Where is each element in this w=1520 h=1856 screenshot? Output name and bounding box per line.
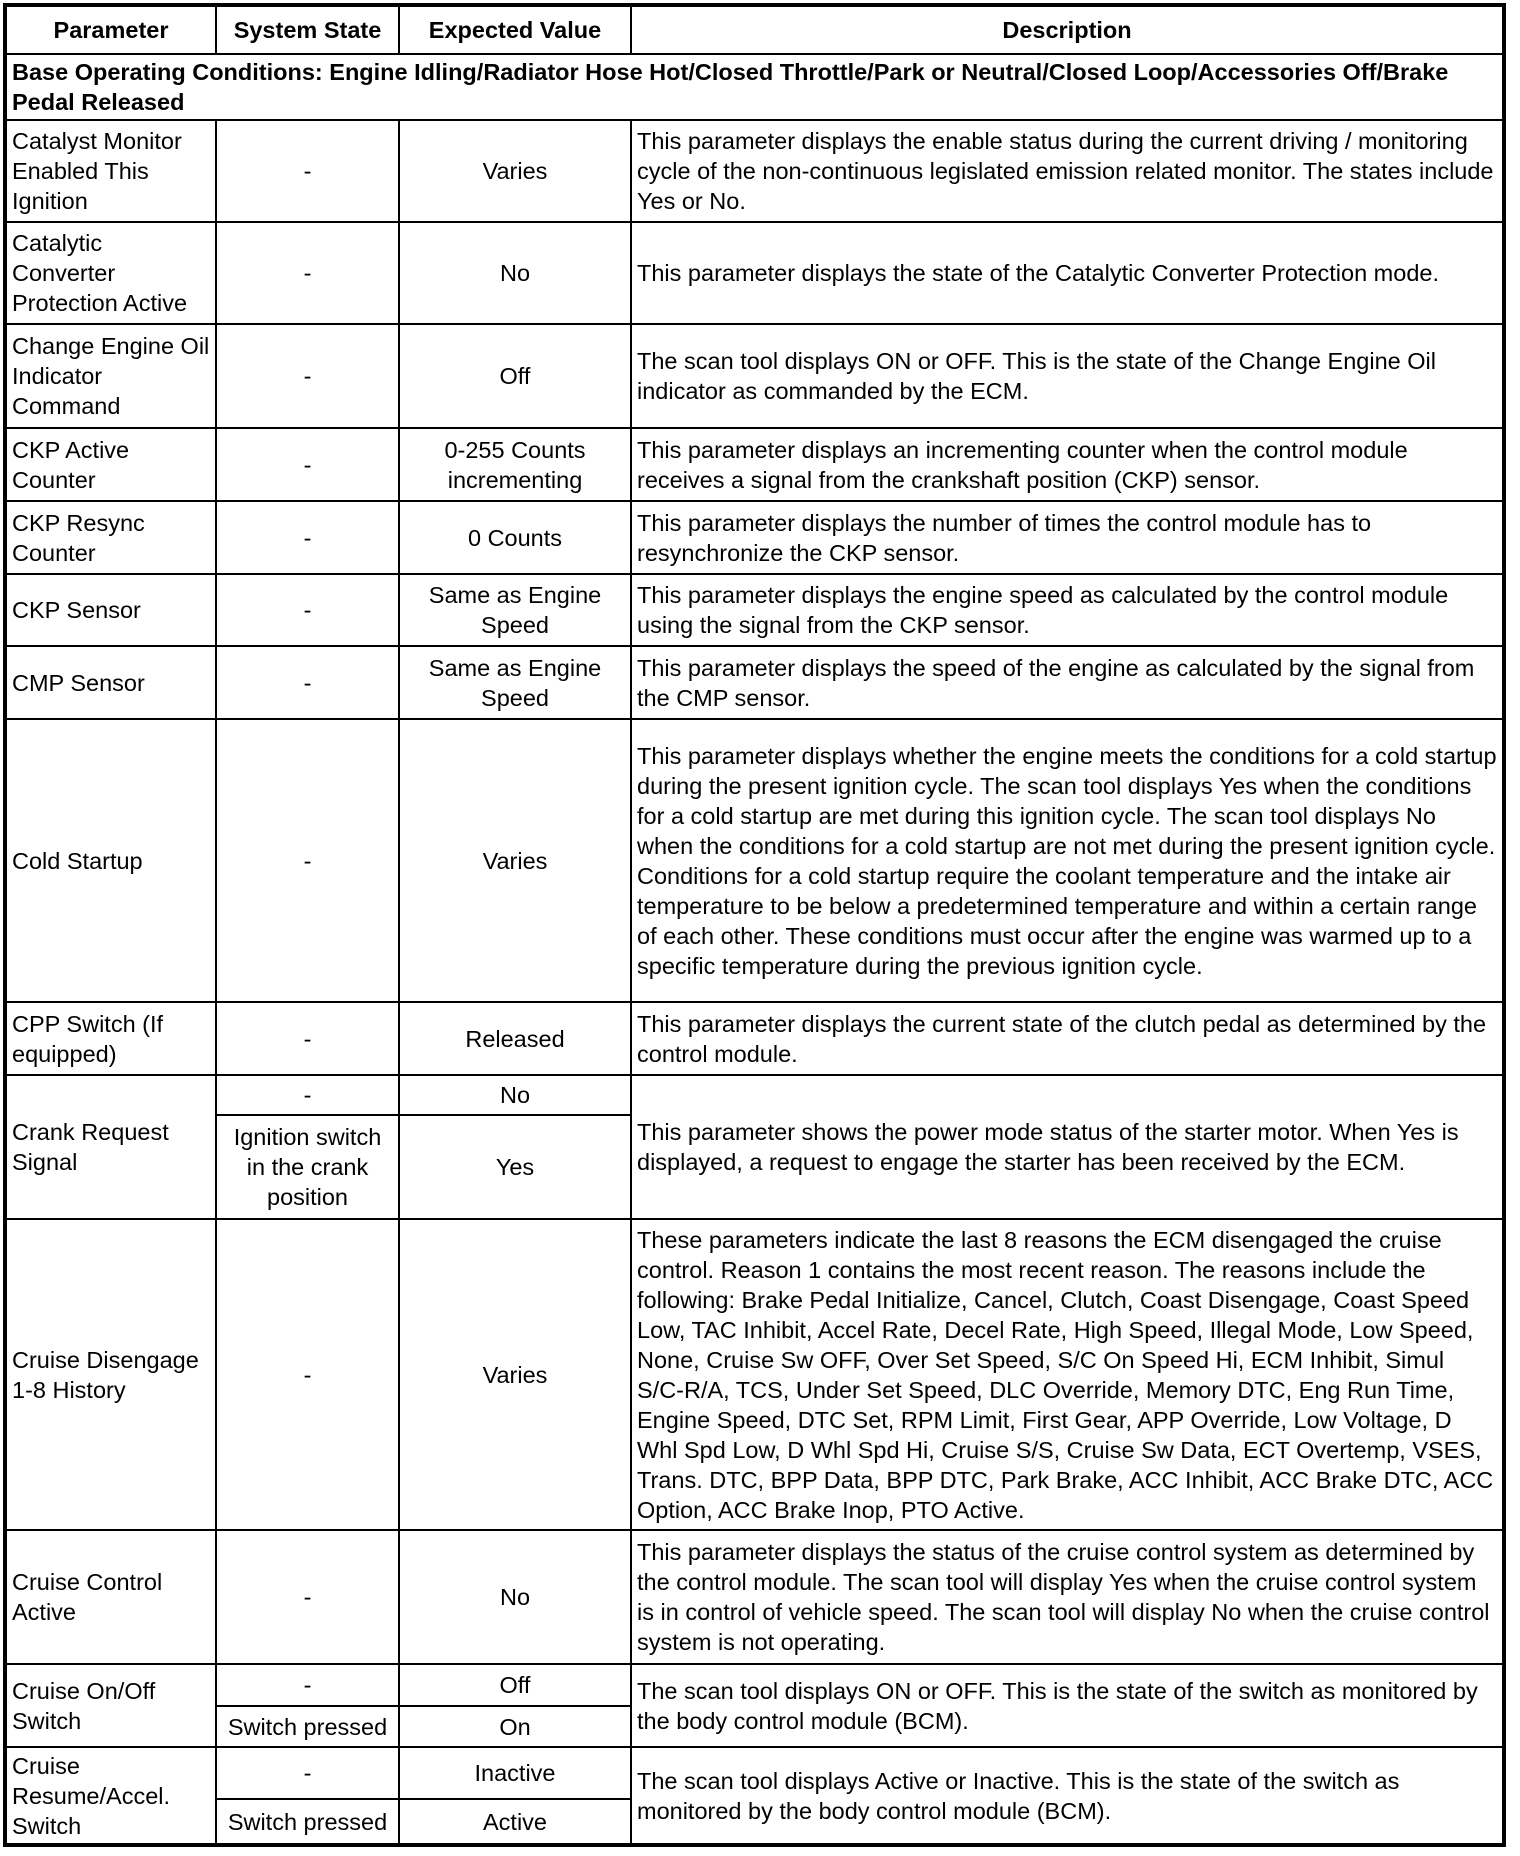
description-cell: This parameter displays the state of the Catalytic Converter Protection mode. xyxy=(631,222,1504,324)
value-cell: Varies xyxy=(399,719,631,1002)
description-cell: This parameter displays the current state of the clutch pedal as determined by the control module. xyxy=(631,1002,1504,1075)
value-cell: 0-255 Counts incrementing xyxy=(399,428,631,501)
parameter-cell: CPP Switch (If equipped) xyxy=(5,1002,216,1075)
header-row xyxy=(5,5,1504,54)
value-cell: No xyxy=(399,1075,631,1115)
state-cell: - xyxy=(216,1664,399,1706)
base-conditions: Base Operating Conditions: Engine Idling/Radiator Hose Hot/Closed Throttle/Park or Neutral/Closed Loop/Accessories Off/Brake Pedal Released xyxy=(5,54,1504,120)
state-cell: - xyxy=(216,222,399,324)
parameter-cell: Change Engine Oil Indicator Command xyxy=(5,324,216,428)
description-cell: This parameter displays the number of times the control module has to resynchronize the CKP sensor. xyxy=(631,501,1504,574)
parameter-cell: Cruise On/Off Switch xyxy=(5,1664,216,1747)
header-system-state: System State xyxy=(216,5,399,54)
state-cell: - xyxy=(216,120,399,222)
value-cell: Off xyxy=(399,324,631,428)
table-row xyxy=(5,1747,1504,1799)
parameter-cell: Cruise Resume/Accel. Switch xyxy=(5,1747,216,1845)
header-parameter: Parameter xyxy=(5,5,216,54)
value-cell: No xyxy=(399,1530,631,1664)
value-cell: Same as Engine Speed xyxy=(399,574,631,646)
value-cell: Released xyxy=(399,1002,631,1075)
state-cell: - xyxy=(216,574,399,646)
parameter-cell: Crank Request Signal xyxy=(5,1075,216,1219)
state-cell: - xyxy=(216,1219,399,1530)
table-row xyxy=(5,719,1504,1002)
header-expected-value: Expected Value xyxy=(399,5,631,54)
description-cell: The scan tool displays ON or OFF. This is the state of the switch as monitored by the body control module (BCM). xyxy=(631,1664,1504,1747)
table-row xyxy=(5,646,1504,719)
state-cell: - xyxy=(216,501,399,574)
parameter-cell: Catalytic Converter Protection Active xyxy=(5,222,216,324)
table-row xyxy=(5,501,1504,574)
parameter-table xyxy=(3,3,1506,1847)
value-cell: Active xyxy=(399,1799,631,1845)
state-cell: Ignition switch in the crank position xyxy=(216,1115,399,1219)
state-cell: Switch pressed xyxy=(216,1706,399,1747)
table-row xyxy=(5,1075,1504,1115)
value-cell: On xyxy=(399,1706,631,1747)
header-description: Description xyxy=(631,5,1504,54)
description-cell: The scan tool displays ON or OFF. This is the state of the Change Engine Oil indicator as commanded by the ECM. xyxy=(631,324,1504,428)
description-cell: This parameter displays the enable status during the current driving / monitoring cycle of the non-continuous legislated emission related monitor. The states include Yes or No. xyxy=(631,120,1504,222)
parameter-cell: Catalyst Monitor Enabled This Ignition xyxy=(5,120,216,222)
value-cell: Same as Engine Speed xyxy=(399,646,631,719)
state-cell: - xyxy=(216,1002,399,1075)
description-cell: This parameter displays the engine speed as calculated by the control module using the signal from the CKP sensor. xyxy=(631,574,1504,646)
description-cell: These parameters indicate the last 8 reasons the ECM disengaged the cruise control. Reason 1 contains the most recent reason. The reasons include the following: Brake Pedal Initialize, Cancel, Clutch, Coast Disengage, Coast Speed Low, TAC Inhibit, Accel Rate, Decel Rate, High Speed, Illegal Mode, Low Speed, None, Cruise Sw OFF, Over Set Speed, S/C On Speed Hi, ECM Inhibit, Simul S/C-R/A, TCS, Under Set Speed, DLC Override, Memory DTC, Eng Run Time, Engine Speed, DTC Set, RPM Limit, First Gear, APP Override, Low Voltage, D Whl Spd Low, D Whl Spd Hi, Cruise S/S, Cruise Sw Data, ECT Overtemp, VSES, Trans. DTC, BPP Data, BPP DTC, Park Brake, ACC Inhibit, ACC Brake DTC, ACC Option, ACC Brake Inop, PTO Active. xyxy=(631,1219,1504,1530)
base-conditions-row xyxy=(5,54,1504,120)
table-row xyxy=(5,574,1504,646)
description-cell: This parameter displays an incrementing counter when the control module receives a signal from the crankshaft position (CKP) sensor. xyxy=(631,428,1504,501)
parameter-cell: CKP Active Counter xyxy=(5,428,216,501)
state-cell: - xyxy=(216,1075,399,1115)
parameter-cell: Cruise Control Active xyxy=(5,1530,216,1664)
state-cell: - xyxy=(216,324,399,428)
table-row xyxy=(5,120,1504,222)
value-cell: Varies xyxy=(399,1219,631,1530)
parameter-cell: CKP Resync Counter xyxy=(5,501,216,574)
table-row xyxy=(5,1664,1504,1706)
state-cell: - xyxy=(216,1530,399,1664)
value-cell: Yes xyxy=(399,1115,631,1219)
state-cell: - xyxy=(216,646,399,719)
state-cell: - xyxy=(216,428,399,501)
state-cell: - xyxy=(216,1747,399,1799)
value-cell: 0 Counts xyxy=(399,501,631,574)
table-row xyxy=(5,1219,1504,1530)
description-cell: This parameter shows the power mode status of the starter motor. When Yes is displayed, a request to engage the starter has been received by the ECM. xyxy=(631,1075,1504,1219)
description-cell: The scan tool displays Active or Inactive. This is the state of the switch as monitored by the body control module (BCM). xyxy=(631,1747,1504,1845)
table-row xyxy=(5,222,1504,324)
value-cell: Inactive xyxy=(399,1747,631,1799)
table-row xyxy=(5,428,1504,501)
parameter-cell: CMP Sensor xyxy=(5,646,216,719)
state-cell: - xyxy=(216,719,399,1002)
value-cell: Off xyxy=(399,1664,631,1706)
parameter-cell: Cold Startup xyxy=(5,719,216,1002)
table-row xyxy=(5,1530,1504,1664)
description-cell: This parameter displays the status of the cruise control system as determined by the control module. The scan tool will display Yes when the cruise control system is in control of vehicle speed. The scan tool will display No when the cruise control system is not operating. xyxy=(631,1530,1504,1664)
parameter-cell: CKP Sensor xyxy=(5,574,216,646)
value-cell: No xyxy=(399,222,631,324)
description-cell: This parameter displays the speed of the engine as calculated by the signal from the CMP sensor. xyxy=(631,646,1504,719)
parameter-cell: Cruise Disengage 1-8 History xyxy=(5,1219,216,1530)
description-cell: This parameter displays whether the engine meets the conditions for a cold startup during the present ignition cycle. The scan tool displays Yes when the conditions for a cold startup are met during this ignition cycle. The scan tool displays No when the conditions for a cold startup are not met during the present ignition cycle. Conditions for a cold startup require the coolant temperature and the intake air temperature to be below a predetermined temperature and within a certain range of each other. These conditions must occur after the engine was warmed up to a specific temperature during the previous ignition cycle. xyxy=(631,719,1504,1002)
table-row xyxy=(5,1002,1504,1075)
table-row xyxy=(5,324,1504,428)
value-cell: Varies xyxy=(399,120,631,222)
state-cell: Switch pressed xyxy=(216,1799,399,1845)
